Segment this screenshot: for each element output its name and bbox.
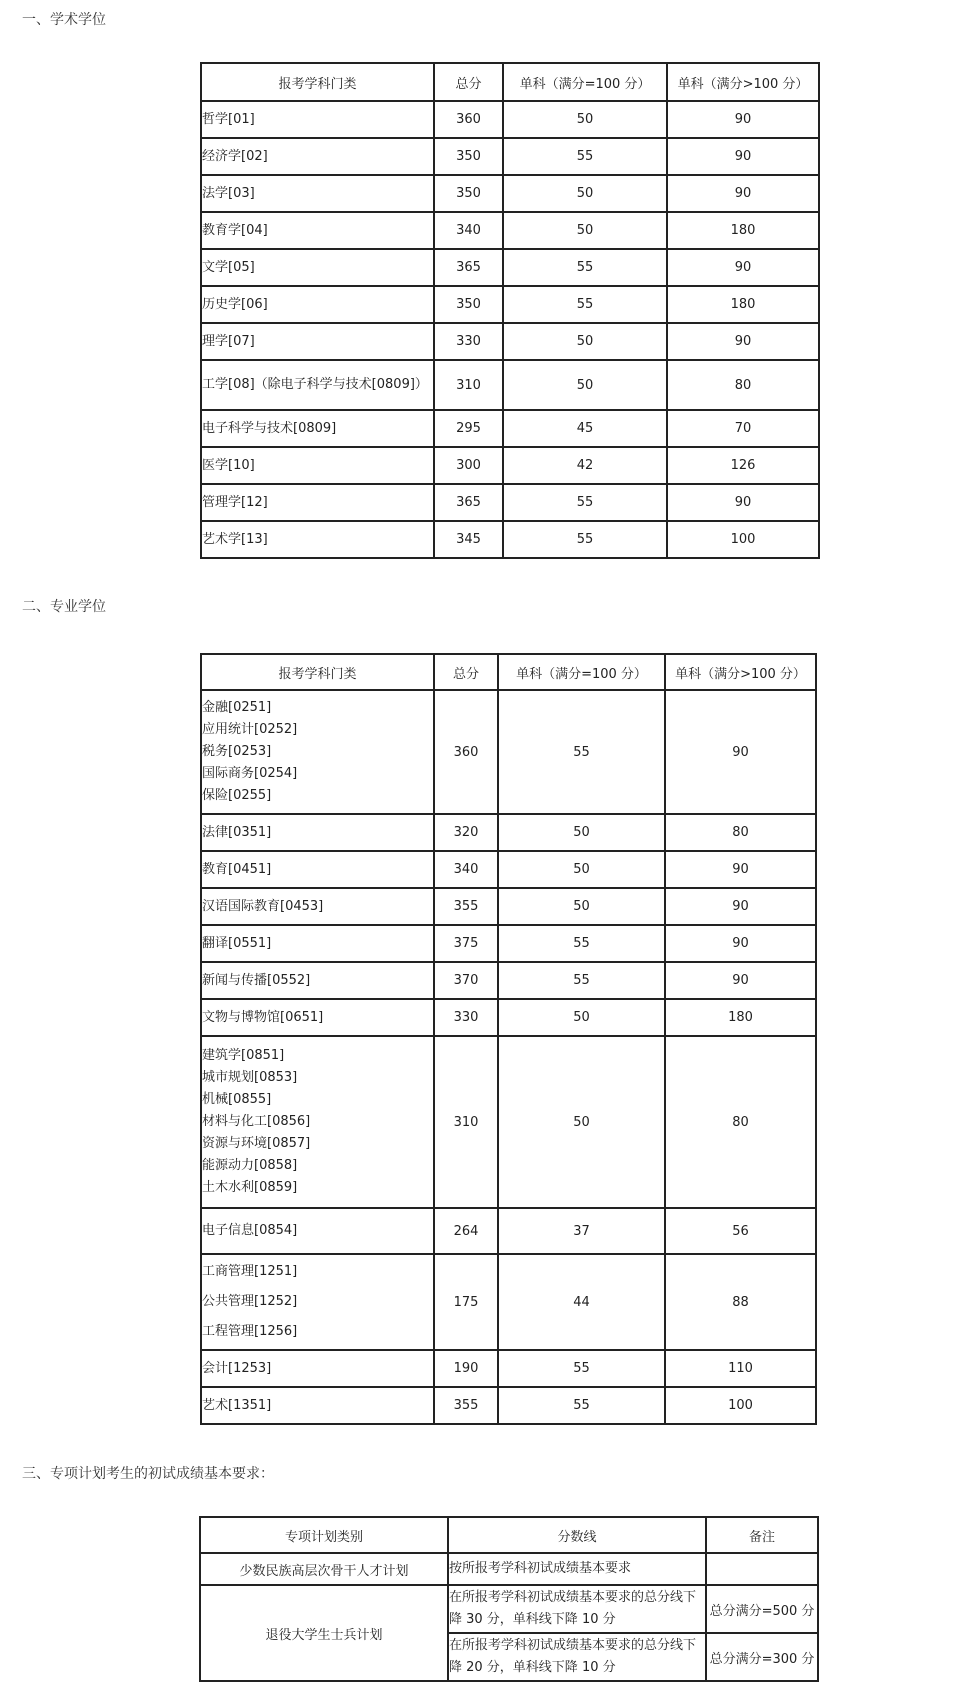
total-cell: 350	[434, 286, 503, 323]
single-over-100-cell: 90	[665, 962, 816, 999]
category-cell	[201, 1350, 434, 1387]
table-row	[201, 962, 816, 999]
category-cell: 历史学[06]	[201, 286, 434, 323]
header-single-100: 单科（满分=100 分）	[503, 63, 667, 101]
table-row	[201, 484, 819, 521]
single-over-100-cell: 126	[667, 447, 819, 484]
professional-degree-table	[200, 653, 817, 1425]
single-100-cell: 50	[498, 999, 665, 1036]
category-cell	[201, 690, 434, 814]
single-over-100-cell: 80	[665, 1036, 816, 1208]
header-plan-category: 专项计划类别	[200, 1517, 448, 1553]
total-cell: 340	[434, 851, 498, 888]
single-100-cell: 50	[498, 814, 665, 851]
category-line: 能源动力[0858]	[202, 1158, 298, 1173]
single-over-100-cell: 80	[665, 814, 816, 851]
single-over-100-cell: 90	[667, 175, 819, 212]
single-100-cell: 50	[503, 360, 667, 410]
single-100-cell: 50	[498, 851, 665, 888]
category-line: 应用统计[0252]	[202, 722, 298, 737]
table-header-row	[201, 654, 816, 690]
category-line: 资源与环境[0857]	[202, 1136, 311, 1151]
category-cell	[201, 888, 434, 925]
category-line: 税务[0253]	[202, 744, 272, 759]
total-cell: 300	[434, 447, 503, 484]
single-over-100-cell: 180	[667, 212, 819, 249]
category-line: 艺术[1351]	[202, 1397, 272, 1413]
category-line: 教育[0451]	[202, 861, 272, 877]
category-line: 新闻与传播[0552]	[202, 972, 311, 988]
header-category: 报考学科门类	[201, 654, 434, 690]
single-100-cell: 50	[498, 1036, 665, 1208]
single-100-cell: 55	[503, 484, 667, 521]
single-over-100-cell: 90	[665, 690, 816, 814]
total-cell: 340	[434, 212, 503, 249]
header-score-line: 分数线	[448, 1517, 706, 1553]
single-100-cell: 50	[498, 888, 665, 925]
plan-score: 在所报考学科初试成绩基本要求的总分线下降 20 分，单科线下降 10 分	[448, 1633, 706, 1681]
total-cell: 350	[434, 138, 503, 175]
category-cell: 艺术学[13]	[201, 521, 434, 558]
table-row	[201, 410, 819, 447]
category-line: 国际商务[0254]	[202, 766, 298, 781]
section-3-title: 三、专项计划考生的初试成绩基本要求：	[22, 1466, 274, 1482]
category-cell: 管理学[12]	[201, 484, 434, 521]
category-cell: 医学[10]	[201, 447, 434, 484]
table-row	[201, 212, 819, 249]
category-line: 电子信息[0854]	[202, 1223, 298, 1238]
table-row	[201, 249, 819, 286]
table-row	[201, 447, 819, 484]
total-cell: 360	[434, 101, 503, 138]
plan-score: 按所报考学科初试成绩基本要求	[448, 1553, 706, 1585]
single-100-cell: 55	[498, 925, 665, 962]
single-over-100-cell: 180	[665, 999, 816, 1036]
header-single-over-100: 单科（满分>100 分）	[665, 654, 816, 690]
category-cell: 经济学[02]	[201, 138, 434, 175]
category-line: 工商管理[1251]	[202, 1264, 298, 1279]
total-cell: 190	[434, 1350, 498, 1387]
header-single-over-100: 单科（满分>100 分）	[667, 63, 819, 101]
category-cell	[201, 925, 434, 962]
total-cell: 355	[434, 1387, 498, 1424]
category-line: 汉语国际教育[0453]	[202, 898, 324, 914]
category-line: 机械[0855]	[202, 1092, 272, 1107]
table-row	[201, 1254, 816, 1350]
total-cell: 350	[434, 175, 503, 212]
category-cell: 教育学[04]	[201, 212, 434, 249]
single-100-cell: 42	[503, 447, 667, 484]
table-row	[200, 1585, 818, 1633]
total-cell: 330	[434, 323, 503, 360]
category-cell: 哲学[01]	[201, 101, 434, 138]
plan-category: 少数民族高层次骨干人才计划	[200, 1553, 448, 1585]
single-100-cell: 55	[498, 962, 665, 999]
total-cell: 295	[434, 410, 503, 447]
category-cell	[201, 1254, 434, 1350]
plan-note: 总分满分=300 分	[706, 1633, 818, 1681]
category-line: 工程管理[1256]	[202, 1324, 298, 1339]
category-cell: 理学[07]	[201, 323, 434, 360]
table-row	[201, 690, 816, 814]
header-note: 备注	[706, 1517, 818, 1553]
category-line: 金融[0251]	[202, 700, 272, 715]
single-over-100-cell: 180	[667, 286, 819, 323]
academic-degree-table	[200, 62, 820, 559]
single-100-cell: 44	[498, 1254, 665, 1350]
category-line: 建筑学[0851]	[202, 1048, 285, 1063]
category-cell	[201, 814, 434, 851]
single-over-100-cell: 110	[665, 1350, 816, 1387]
single-100-cell: 55	[503, 521, 667, 558]
table-row	[201, 851, 816, 888]
total-cell: 175	[434, 1254, 498, 1350]
category-line: 城市规划[0853]	[202, 1070, 298, 1085]
header-category: 报考学科门类	[201, 63, 434, 101]
table-header-row	[201, 63, 819, 101]
table-row	[201, 175, 819, 212]
category-line: 翻译[0551]	[202, 935, 272, 951]
plan-score: 在所报考学科初试成绩基本要求的总分线下降 30 分，单科线下降 10 分	[448, 1585, 706, 1633]
table-row	[201, 138, 819, 175]
plan-note	[706, 1553, 818, 1585]
table-row	[201, 360, 819, 410]
category-cell	[201, 851, 434, 888]
single-100-cell: 50	[503, 101, 667, 138]
table-row	[201, 521, 819, 558]
total-cell: 375	[434, 925, 498, 962]
header-total: 总分	[434, 654, 498, 690]
single-over-100-cell: 90	[665, 851, 816, 888]
single-100-cell: 55	[498, 1387, 665, 1424]
category-cell: 工学[08]（除电子科学与技术[0809]）	[201, 360, 434, 410]
total-cell: 360	[434, 690, 498, 814]
category-cell: 法学[03]	[201, 175, 434, 212]
plan-category: 退役大学生士兵计划	[200, 1585, 448, 1681]
category-cell: 文学[05]	[201, 249, 434, 286]
category-line: 文物与博物馆[0651]	[202, 1009, 324, 1025]
single-over-100-cell: 90	[667, 323, 819, 360]
total-cell: 330	[434, 999, 498, 1036]
single-over-100-cell: 90	[667, 249, 819, 286]
single-over-100-cell: 100	[667, 521, 819, 558]
table-row	[201, 323, 819, 360]
single-over-100-cell: 56	[665, 1208, 816, 1254]
single-over-100-cell: 90	[667, 101, 819, 138]
total-cell: 310	[434, 1036, 498, 1208]
table-row	[201, 1350, 816, 1387]
single-over-100-cell: 90	[665, 888, 816, 925]
category-cell	[201, 1208, 434, 1254]
total-cell: 320	[434, 814, 498, 851]
single-100-cell: 50	[503, 175, 667, 212]
single-over-100-cell: 80	[667, 360, 819, 410]
header-single-100: 单科（满分=100 分）	[498, 654, 665, 690]
single-over-100-cell: 90	[667, 484, 819, 521]
category-line: 材料与化工[0856]	[202, 1114, 311, 1129]
section-1-title: 一、学术学位	[22, 12, 106, 28]
category-line: 会计[1253]	[202, 1360, 272, 1376]
total-cell: 264	[434, 1208, 498, 1254]
total-cell: 365	[434, 249, 503, 286]
plan-note: 总分满分=500 分	[706, 1585, 818, 1633]
total-cell: 370	[434, 962, 498, 999]
table-row	[200, 1553, 818, 1585]
category-line: 法律[0351]	[202, 824, 272, 840]
category-cell	[201, 999, 434, 1036]
table-row	[201, 286, 819, 323]
category-line: 公共管理[1252]	[202, 1294, 298, 1309]
category-cell	[201, 1036, 434, 1208]
table-row	[201, 1036, 816, 1208]
category-line: 保险[0255]	[202, 788, 272, 803]
single-over-100-cell: 70	[667, 410, 819, 447]
single-100-cell: 55	[503, 249, 667, 286]
single-100-cell: 55	[498, 1350, 665, 1387]
table-row	[201, 999, 816, 1036]
table-row	[201, 925, 816, 962]
single-100-cell: 55	[498, 690, 665, 814]
table-row	[201, 814, 816, 851]
single-100-cell: 55	[503, 138, 667, 175]
table-row	[201, 1208, 816, 1254]
table-header-row	[200, 1517, 818, 1553]
total-cell: 345	[434, 521, 503, 558]
table-row	[201, 1387, 816, 1424]
table-row	[201, 101, 819, 138]
section-2-title: 二、专业学位	[22, 599, 106, 615]
table-row	[201, 888, 816, 925]
category-cell	[201, 1387, 434, 1424]
single-100-cell: 55	[503, 286, 667, 323]
total-cell: 355	[434, 888, 498, 925]
category-line: 土木水利[0859]	[202, 1180, 298, 1195]
single-100-cell: 45	[503, 410, 667, 447]
single-over-100-cell: 100	[665, 1387, 816, 1424]
single-100-cell: 50	[503, 212, 667, 249]
total-cell: 365	[434, 484, 503, 521]
single-100-cell: 50	[503, 323, 667, 360]
single-over-100-cell: 88	[665, 1254, 816, 1350]
single-over-100-cell: 90	[667, 138, 819, 175]
single-100-cell: 37	[498, 1208, 665, 1254]
single-over-100-cell: 90	[665, 925, 816, 962]
category-cell	[201, 962, 434, 999]
special-plan-table	[199, 1516, 819, 1682]
total-cell: 310	[434, 360, 503, 410]
category-cell: 电子科学与技术[0809]	[201, 410, 434, 447]
header-total: 总分	[434, 63, 503, 101]
